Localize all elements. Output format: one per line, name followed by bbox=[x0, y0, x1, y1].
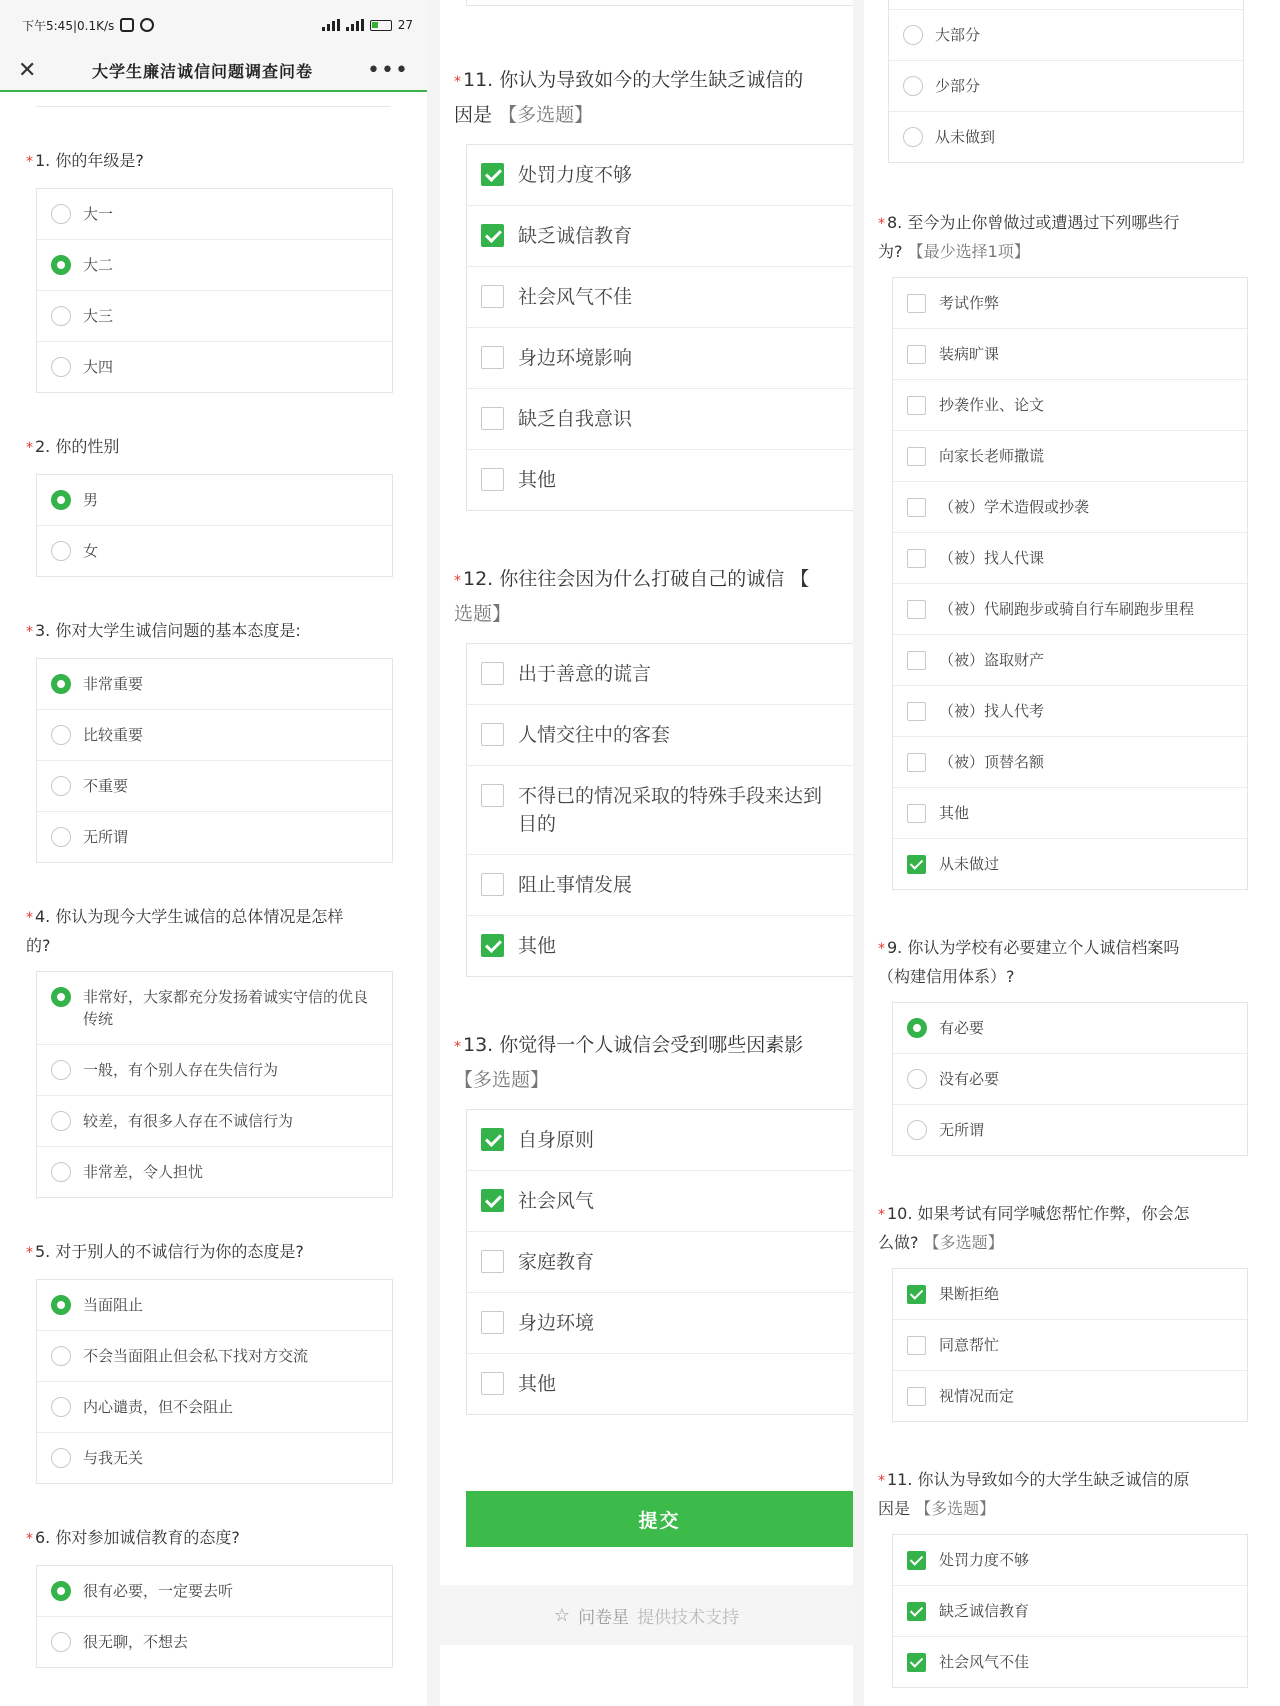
radio-option[interactable]: 比较重要 bbox=[37, 710, 392, 761]
question-title: * 6. 你对参加诚信教育的态度? bbox=[26, 1528, 240, 1547]
column-gutter bbox=[427, 0, 440, 1706]
radio-option[interactable]: 很无聊，不想去 bbox=[37, 1617, 392, 1667]
radio-button[interactable] bbox=[51, 1632, 71, 1652]
question-title: * 1. 你的年级是? bbox=[26, 151, 144, 170]
radio-option[interactable]: 男 bbox=[37, 475, 392, 526]
checkbox-option[interactable]: 果断拒绝 bbox=[893, 1269, 1247, 1320]
checkbox[interactable] bbox=[481, 723, 504, 746]
notification-icon bbox=[120, 18, 134, 32]
radio-option[interactable]: 无所谓 bbox=[37, 812, 392, 862]
question-title: * 11. 你认为导致如今的大学生缺乏诚信的原 因是 【多选题】 bbox=[878, 1470, 1190, 1518]
checkbox-option[interactable]: 自身原则 bbox=[467, 1110, 853, 1171]
radio-button[interactable] bbox=[51, 1162, 71, 1182]
radio-button[interactable] bbox=[51, 204, 71, 224]
checkbox-option[interactable]: 同意帮忙 bbox=[893, 1320, 1247, 1371]
checkbox-option[interactable]: （被）学术造假或抄袭 bbox=[893, 482, 1247, 533]
checkbox-option[interactable]: 考试作弊 bbox=[893, 278, 1247, 329]
checkbox[interactable] bbox=[907, 1336, 926, 1355]
radio-option[interactable]: 不重要 bbox=[37, 761, 392, 812]
radio-option[interactable]: 有必要 bbox=[893, 1003, 1247, 1054]
options-list bbox=[892, 1268, 1248, 1422]
radio-option[interactable]: 非常重要 bbox=[37, 659, 392, 710]
question-title: * 13. 你觉得一个人诚信会受到哪些因素影 【多选题】 bbox=[454, 1034, 804, 1091]
checkbox-option[interactable]: 人情交往中的客套 bbox=[467, 705, 853, 766]
question-5 bbox=[0, 1238, 427, 1484]
radio-button[interactable] bbox=[51, 1448, 71, 1468]
checkbox-option[interactable]: （被）顶替名额 bbox=[893, 737, 1247, 788]
radio-option[interactable]: 当面阻止 bbox=[37, 1280, 392, 1331]
checkbox-option[interactable]: 家庭教育 bbox=[467, 1232, 853, 1293]
radio-option[interactable]: 没有必要 bbox=[893, 1054, 1247, 1105]
radio-option[interactable]: 很有必要，一定要去听 bbox=[37, 1566, 392, 1617]
radio-button[interactable] bbox=[51, 357, 71, 377]
signal-icon bbox=[346, 19, 364, 31]
question-6 bbox=[0, 1524, 427, 1668]
close-icon[interactable]: ✕ bbox=[18, 57, 37, 83]
checkbox-option[interactable]: 其他 bbox=[467, 916, 853, 976]
checkbox-option[interactable]: 缺乏诚信教育 bbox=[467, 206, 853, 267]
checkbox[interactable] bbox=[907, 549, 926, 568]
checkbox-checked[interactable] bbox=[907, 855, 926, 874]
options-list-tail bbox=[466, 0, 853, 6]
radio-button-selected[interactable] bbox=[51, 1295, 71, 1315]
radio-button[interactable] bbox=[903, 25, 923, 45]
radio-button[interactable] bbox=[903, 76, 923, 96]
question-13 bbox=[440, 1029, 853, 1415]
page-title: 大学生廉洁诚信问题调查问卷 bbox=[92, 61, 314, 81]
radio-button[interactable] bbox=[51, 776, 71, 796]
options-list bbox=[36, 971, 393, 1198]
radio-option[interactable]: 内心谴责，但不会阻止 bbox=[37, 1382, 392, 1433]
checkbox-checked[interactable] bbox=[907, 1551, 926, 1570]
question-12 bbox=[440, 563, 853, 977]
radio-button[interactable] bbox=[51, 1397, 71, 1417]
checkbox-option[interactable]: （被）找人代考 bbox=[893, 686, 1247, 737]
question-2 bbox=[0, 433, 427, 577]
more-icon[interactable]: ••• bbox=[367, 57, 409, 83]
status-time: 下午5:45|0.1K/s bbox=[22, 18, 115, 33]
star-icon: ☆ bbox=[553, 1604, 571, 1626]
checkbox[interactable] bbox=[481, 346, 504, 369]
options-list bbox=[892, 1534, 1248, 1688]
radio-option[interactable]: 少部分 bbox=[889, 61, 1243, 112]
checkbox[interactable] bbox=[907, 447, 926, 466]
question-4 bbox=[0, 903, 427, 1198]
checkbox-option[interactable]: 其他 bbox=[893, 788, 1247, 839]
checkbox[interactable] bbox=[481, 1311, 504, 1334]
checkbox[interactable] bbox=[481, 1250, 504, 1273]
radio-button[interactable] bbox=[903, 127, 923, 147]
checkbox-option[interactable]: 抄袭作业、论文 bbox=[893, 380, 1247, 431]
question-title: * 12. 你往往会因为什么打破自己的诚信 【 选题】 bbox=[454, 568, 810, 625]
radio-option[interactable]: 与我无关 bbox=[37, 1433, 392, 1483]
question-11 bbox=[440, 64, 853, 511]
checkbox[interactable] bbox=[481, 468, 504, 491]
checkbox-option[interactable]: 出于善意的谎言 bbox=[467, 644, 853, 705]
checkbox-checked[interactable] bbox=[481, 1128, 504, 1151]
question-title: * 11. 你认为导致如今的大学生缺乏诚信的 因是 【多选题】 bbox=[454, 69, 804, 126]
checkbox-option[interactable]: （被）找人代课 bbox=[893, 533, 1247, 584]
checkbox-option[interactable]: 缺乏诚信教育 bbox=[893, 1586, 1247, 1637]
checkbox-option[interactable]: （被）代刷跑步或骑自行车刷跑步里程 bbox=[893, 584, 1247, 635]
checkbox-checked[interactable] bbox=[481, 1189, 504, 1212]
screenshot-column-3 bbox=[864, 0, 1280, 1706]
checkbox-checked[interactable] bbox=[481, 934, 504, 957]
radio-button[interactable] bbox=[907, 1120, 927, 1140]
checkbox[interactable] bbox=[481, 1372, 504, 1395]
signal-icon bbox=[322, 19, 340, 31]
checkbox[interactable] bbox=[907, 498, 926, 517]
radio-button[interactable] bbox=[51, 306, 71, 326]
options-list bbox=[466, 144, 853, 511]
battery-level: 27 bbox=[397, 18, 413, 32]
options-list bbox=[892, 1002, 1248, 1156]
radio-option[interactable]: 从未做到 bbox=[889, 112, 1243, 162]
question-10 bbox=[864, 1200, 1280, 1422]
checkbox-checked[interactable] bbox=[907, 1653, 926, 1672]
checkbox-checked[interactable] bbox=[481, 224, 504, 247]
question-title: * 8. 至今为止你曾做过或遭遇过下列哪些行 为? 【最少选择1项】 bbox=[878, 213, 1180, 261]
checkbox-option[interactable]: 其他 bbox=[467, 450, 853, 510]
question-1 bbox=[0, 147, 427, 393]
options-list bbox=[36, 474, 393, 577]
checkbox[interactable] bbox=[907, 1387, 926, 1406]
radio-option[interactable]: 女 bbox=[37, 526, 392, 576]
options-list bbox=[888, 0, 1244, 163]
list-item bbox=[889, 0, 1243, 10]
checkbox-checked[interactable] bbox=[481, 163, 504, 186]
checkbox[interactable] bbox=[907, 600, 926, 619]
radio-button[interactable] bbox=[51, 827, 71, 847]
app-icon bbox=[140, 18, 154, 32]
divider bbox=[36, 106, 391, 107]
options-list bbox=[892, 277, 1248, 890]
footer bbox=[440, 1585, 853, 1645]
radio-button-selected[interactable] bbox=[51, 255, 71, 275]
radio-option[interactable]: 大部分 bbox=[889, 10, 1243, 61]
radio-option[interactable]: 大四 bbox=[37, 342, 392, 392]
checkbox[interactable] bbox=[907, 651, 926, 670]
checkbox-option[interactable]: 不得已的情况采取的特殊手段来达到目的 bbox=[467, 766, 853, 855]
question-11-repeat bbox=[864, 1466, 1280, 1688]
options-list bbox=[36, 658, 393, 863]
checkbox[interactable] bbox=[907, 294, 926, 313]
question-9 bbox=[864, 934, 1280, 1156]
question-title: * 4. 你认为现今大学生诚信的总体情况是怎样 的? bbox=[26, 907, 344, 955]
radio-button[interactable] bbox=[51, 541, 71, 561]
radio-button-selected[interactable] bbox=[907, 1018, 927, 1038]
checkbox[interactable] bbox=[907, 753, 926, 772]
screenshot-column-2 bbox=[440, 0, 853, 1706]
question-title: * 9. 你认为学校有必要建立个人诚信档案吗 （构建信用体系）? bbox=[878, 938, 1180, 986]
checkbox[interactable] bbox=[907, 396, 926, 415]
radio-button[interactable] bbox=[51, 725, 71, 745]
status-bar bbox=[0, 0, 427, 50]
radio-option[interactable]: 不会当面阻止但会私下找对方交流 bbox=[37, 1331, 392, 1382]
battery-icon bbox=[370, 20, 392, 31]
checkbox[interactable] bbox=[907, 702, 926, 721]
checkbox-option[interactable]: 社会风气 bbox=[467, 1171, 853, 1232]
checkbox-option[interactable]: 身边环境影响 bbox=[467, 328, 853, 389]
checkbox-option[interactable]: 从未做过 bbox=[893, 839, 1247, 889]
screenshot-column-1 bbox=[0, 0, 427, 1706]
radio-option[interactable]: 非常好，大家都充分发扬着诚实守信的优良传统 bbox=[37, 972, 392, 1045]
checkbox-checked[interactable] bbox=[907, 1602, 926, 1621]
checkbox[interactable] bbox=[481, 873, 504, 896]
question-title: * 10. 如果考试有同学喊您帮忙作弊，你会怎 么做? 【多选题】 bbox=[878, 1204, 1190, 1252]
checkbox[interactable] bbox=[481, 407, 504, 430]
app-header bbox=[0, 50, 427, 92]
radio-button[interactable] bbox=[51, 1346, 71, 1366]
options-list bbox=[466, 643, 853, 977]
options-list bbox=[36, 1565, 393, 1668]
checkbox-option[interactable]: 缺乏自我意识 bbox=[467, 389, 853, 450]
radio-button-selected[interactable] bbox=[51, 987, 71, 1007]
radio-option[interactable]: 大一 bbox=[37, 189, 392, 240]
options-list bbox=[36, 188, 393, 393]
submit-button[interactable]: 提交 bbox=[466, 1491, 853, 1547]
radio-option[interactable]: 大三 bbox=[37, 291, 392, 342]
radio-option[interactable]: 大二 bbox=[37, 240, 392, 291]
radio-option[interactable]: 非常差，令人担忧 bbox=[37, 1147, 392, 1197]
radio-button-selected[interactable] bbox=[51, 1581, 71, 1601]
options-list bbox=[466, 1109, 853, 1415]
checkbox-option[interactable]: 身边环境 bbox=[467, 1293, 853, 1354]
checkbox[interactable] bbox=[907, 804, 926, 823]
checkbox[interactable] bbox=[907, 345, 926, 364]
question-3 bbox=[0, 617, 427, 863]
radio-button[interactable] bbox=[51, 1111, 71, 1131]
radio-button-selected[interactable] bbox=[51, 674, 71, 694]
checkbox-option[interactable]: 阻止事情发展 bbox=[467, 855, 853, 916]
footer-brand: 问卷星 bbox=[578, 1607, 630, 1628]
radio-option[interactable]: 一般，有个别人存在失信行为 bbox=[37, 1045, 392, 1096]
checkbox-option[interactable]: 社会风气不佳 bbox=[467, 267, 853, 328]
checkbox[interactable] bbox=[481, 285, 504, 308]
checkbox-option[interactable]: 处罚力度不够 bbox=[467, 145, 853, 206]
radio-button[interactable] bbox=[907, 1069, 927, 1089]
checkbox[interactable] bbox=[481, 662, 504, 685]
checkbox-option[interactable]: （被）盗取财产 bbox=[893, 635, 1247, 686]
checkbox-option[interactable]: 社会风气不佳 bbox=[893, 1637, 1247, 1687]
checkbox-option[interactable]: 视情况而定 bbox=[893, 1371, 1247, 1421]
radio-option[interactable]: 无所谓 bbox=[893, 1105, 1247, 1155]
question-8 bbox=[864, 209, 1280, 890]
question-title: * 5. 对于别人的不诚信行为你的态度是? bbox=[26, 1242, 304, 1261]
radio-button[interactable] bbox=[51, 1060, 71, 1080]
radio-button-selected[interactable] bbox=[51, 490, 71, 510]
question-title: * 3. 你对大学生诚信问题的基本态度是: bbox=[26, 621, 301, 640]
checkbox-option[interactable]: 其他 bbox=[467, 1354, 853, 1414]
checkbox-checked[interactable] bbox=[907, 1285, 926, 1304]
column-gutter bbox=[853, 0, 864, 1706]
question-title: * 2. 你的性别 bbox=[26, 437, 120, 456]
checkbox-option[interactable]: 装病旷课 bbox=[893, 329, 1247, 380]
footer-support: 提供技术支持 bbox=[637, 1607, 740, 1628]
checkbox-option[interactable]: 处罚力度不够 bbox=[893, 1535, 1247, 1586]
checkbox-option[interactable]: 向家长老师撒谎 bbox=[893, 431, 1247, 482]
radio-option[interactable]: 较差，有很多人存在不诚信行为 bbox=[37, 1096, 392, 1147]
options-list bbox=[36, 1279, 393, 1484]
checkbox[interactable] bbox=[481, 784, 504, 807]
